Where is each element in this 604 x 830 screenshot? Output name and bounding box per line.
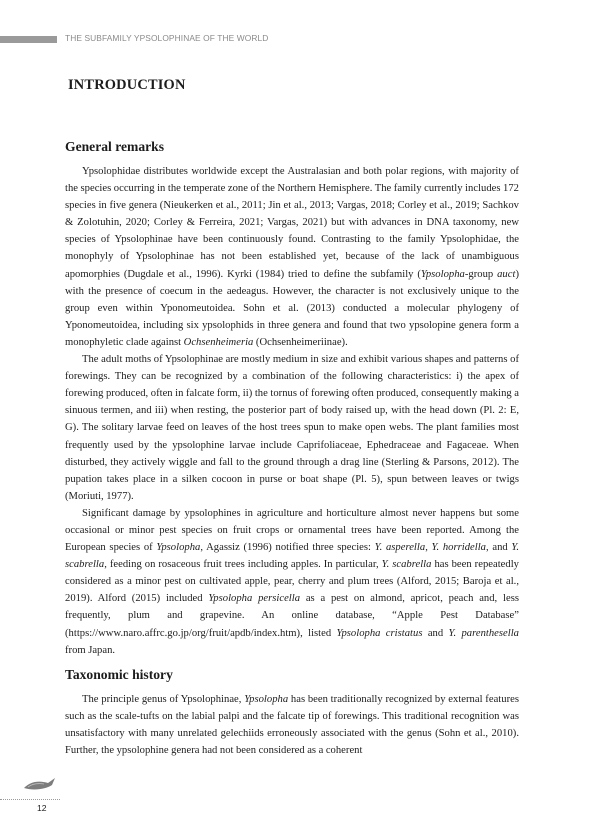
page-footer (0, 772, 80, 822)
italic-text: Ypsolopha persicella (208, 593, 301, 605)
text-run: The adult moths of Ypsolophinae are mostly medium in size and exhibit various shapes and patterns of forewings. They can be recognized by a combination of the following characteristics: i) the apex of forewing produced, often in falcate form, ii) the tornus of forewing often produced, consequently making a sinuous termen, and iii) when resting, the posterior part of body raised up, with the head down (Pl. 2: E, G). The solitary larvae feed on leaves of the host trees spun to make open webs. The plant families most frequently used by the ypsolophine larvae include Caprifoliaceae, Ephedraceae and Fagaceae. When disturbed, they actively wiggle and fall to the ground through a drag line (Sterling & Parsons, 2012). The pupation takes place in a silken cocoon in purse or boat shape (Pl. 5), spun between leaves or twigs (Moriuti, 1977). (65, 354, 519, 502)
page-number: 12 (37, 803, 47, 813)
italic-text: Ypsolopha cristatus (336, 627, 423, 639)
paragraph (65, 163, 519, 351)
italic-text: Y. parenthesella (448, 627, 519, 639)
text-run: Significant damage by ypsolophines in agriculture and horticulture almost never happens but some occasional or minor pest species on fruit crops or ornamental trees have been reported. Among the European species of (65, 507, 519, 554)
text-run: ) with the presence of coecum in the aedeagus. However, the character is not exclusively unique to the group even within Yponomeutoidea. Sohn et al. (2013) conducted a molecular phylogeny of Yponomeutoidea, including six ypsolophids in three genera and found that two ypsolopine genera form a monophyletic clade against (65, 268, 519, 348)
italic-text: auct (497, 268, 516, 280)
text-run: from Japan. (65, 644, 116, 656)
italic-text: Ypsolopha (244, 694, 289, 705)
italic-text: Y. scabrella (381, 559, 432, 571)
text-run: , and (486, 542, 512, 554)
italic-text: Ypsolopha (156, 542, 201, 554)
paragraph (65, 691, 519, 759)
text-run: has been traditionally recognized by external features such as the scale-tufts on the labial palpi and the falcate tip of forewings. This traditional recognition was unsatisfactory with many unrelated gelechiids erroneously associated with the genus (Sohn et al., 2010). Further, the ypsolophine genera had not been considered as a coherent (65, 694, 519, 757)
moth-silhouette-icon (22, 772, 56, 794)
section-body-taxonomic-history (65, 691, 519, 759)
text-run: as a pest on almond, apricot, peach and, less frequently, plum and grapevine. An online database, “Apple Pest Database” (https://www.naro.affrc.go.jp/org/fruit/apdb/index.htm), listed (65, 593, 519, 639)
running-head (0, 33, 604, 45)
paragraph (65, 505, 519, 659)
text-run: (Ochsenheimeriinae). (253, 336, 348, 348)
italic-text: Y. asperella (374, 542, 426, 554)
page-heading: INTRODUCTION (68, 77, 186, 93)
italic-text: Ochsenheimeria (183, 336, 254, 348)
text-run: The principle genus of Ypsolophinae, (82, 694, 245, 705)
text-run: has been repeatedly considered as a minor pest on cultivated apple, pear, cherry and plum trees (Alford, 2015; Baroja et al., 2019). Alford (2015) included (65, 559, 519, 605)
section-body-general-remarks (65, 163, 519, 659)
text-run: , Agassiz (1996) notified three species: (200, 542, 375, 554)
text-run: Ypsolophidae distributes worldwide except the Australasian and both polar regions, with majority of the species occurring in the temperate zone of the Northern Hemisphere. The family currently includes 172 species in five genera (Nieukerken et al., 2011; Jin et al., 2013; Vargas, 2018; Corley et al., 2019; Sachkov & Zolotuhin, 2020; Corley & Ferreira, 2021; Vargas, 2021) but with advances in DNA taxonomy, new species of Ypsolophinae have been continuously found. Contrasting to the family Ypsolophidae, the monophyly of Ypsolophinae has not been established yet, because of the lack of unambiguous apomorphies (Dugdale et al., 1996). Kyrki (1984) tried to define the subfamily ( (65, 166, 519, 280)
italic-text: Y. horridella (431, 542, 487, 554)
italic-text: Y. scabrella (65, 542, 520, 571)
section-title-taxonomic-history: Taxonomic history (65, 667, 173, 682)
text-run: -group (464, 268, 498, 280)
footer-rule (0, 799, 60, 800)
paragraph (65, 351, 519, 505)
running-head-text: THE SUBFAMILY YPSOLOPHINAE OF THE WORLD (65, 33, 269, 43)
italic-text: Ypsolopha (420, 268, 465, 280)
running-head-bar (0, 36, 57, 43)
text-run: , (425, 542, 432, 554)
text-run: , feeding on rosaceous fruit trees including apples. In particular, (104, 559, 382, 571)
section-title-general-remarks: General remarks (65, 139, 165, 154)
text-run: and (422, 627, 449, 639)
